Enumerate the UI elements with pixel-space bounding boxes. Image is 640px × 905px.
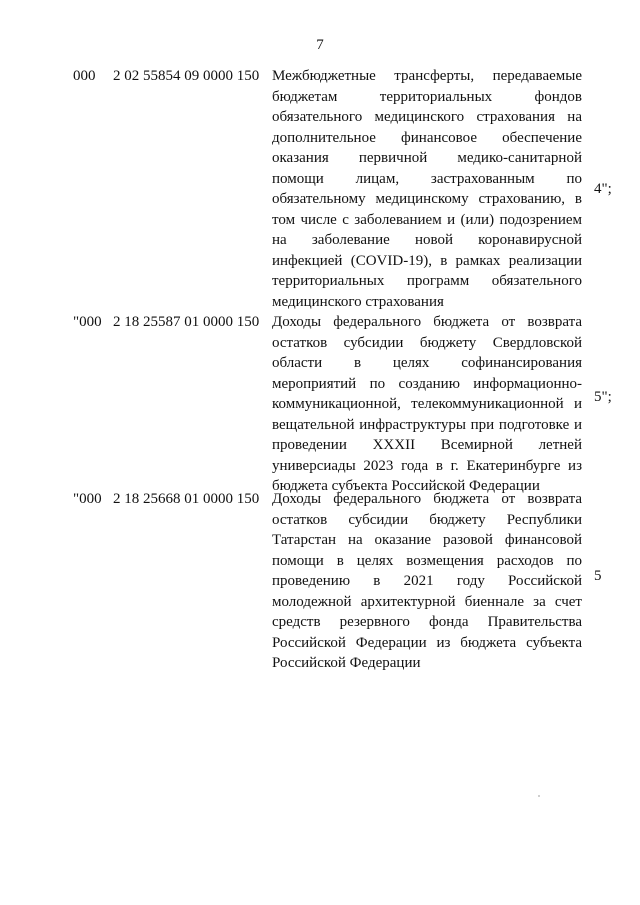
description-line: медицинского страхования: [272, 293, 444, 310]
description-line: обязательного медицинского страхования на: [272, 109, 582, 125]
income-description: [272, 66, 582, 312]
table-row: [0, 66, 640, 312]
normative-value: 4";: [594, 181, 612, 197]
description-line: Российской Федерации: [272, 655, 421, 671]
description-line: молодежной архитектурной биеннале за счет: [272, 593, 582, 610]
admin-code: "000: [73, 314, 102, 330]
table-row: [0, 312, 640, 497]
description-line: инфекцией (COVID-19), в рамках реализации: [272, 252, 582, 269]
description-line: вещательной инфраструктуры при подготовке и: [272, 416, 582, 433]
income-description: [272, 489, 582, 674]
income-description: [272, 312, 582, 497]
description-line: коммуникационной, телекоммуникационной и: [272, 396, 582, 412]
description-line: Российской Федерации из бюджета субъекта: [272, 634, 582, 651]
admin-code: 000: [73, 68, 96, 84]
description-line: проведении XXXII Всемирной летней: [272, 437, 582, 453]
description-line: области в целях софинансирования: [272, 355, 582, 371]
description-line: Межбюджетные трансферты, передаваемые: [272, 68, 582, 84]
description-line: средств резервного фонда Правительства: [272, 614, 582, 630]
description-line: проведению в 2021 году Российской: [272, 573, 582, 589]
income-code: 2 18 25587 01 0000 150: [113, 314, 260, 330]
admin-code: "000: [73, 491, 102, 507]
description-line: территориальных программ обязательного: [272, 273, 582, 289]
description-line: дополнительное финансовое обеспечение: [272, 129, 582, 146]
description-line: универсиады 2023 года в г. Екатеринбурге из: [272, 457, 582, 474]
description-line: Доходы федерального бюджета от возврата: [272, 491, 582, 507]
description-line: помощи в целях возмещения расходов по: [272, 552, 582, 569]
table-row: [0, 489, 640, 674]
description-line: на заболевание новой коронавирусной: [272, 232, 582, 248]
description-line: остатков субсидии бюджету Свердловской: [272, 334, 582, 351]
description-line: том числе с заболеванием и (или) подозрением: [272, 211, 582, 228]
description-line: оказания первичной медико-санитарной: [272, 150, 582, 166]
description-line: остатков субсидии бюджету Республики: [272, 511, 582, 528]
description-line: Татарстан на оказание разовой финансовой: [272, 532, 582, 548]
description-line: бюджета субъекта Российской Федерации: [272, 478, 540, 494]
description-line: мероприятий по созданию информационно-: [272, 375, 582, 392]
description-line: бюджетам территориальных фондов: [272, 88, 582, 105]
normative-value: 5";: [594, 389, 612, 405]
description-line: обязательному медицинскому страхованию, в: [272, 191, 582, 207]
income-code: 2 02 55854 09 0000 150: [113, 68, 260, 84]
income-code: 2 18 25668 01 0000 150: [113, 491, 260, 507]
page-number: 7: [316, 37, 324, 53]
normative-value: 5: [594, 568, 602, 584]
scan-speck: [538, 795, 540, 797]
description-line: Доходы федерального бюджета от возврата: [272, 314, 582, 330]
description-line: помощи лицам, застрахованным по: [272, 170, 582, 187]
